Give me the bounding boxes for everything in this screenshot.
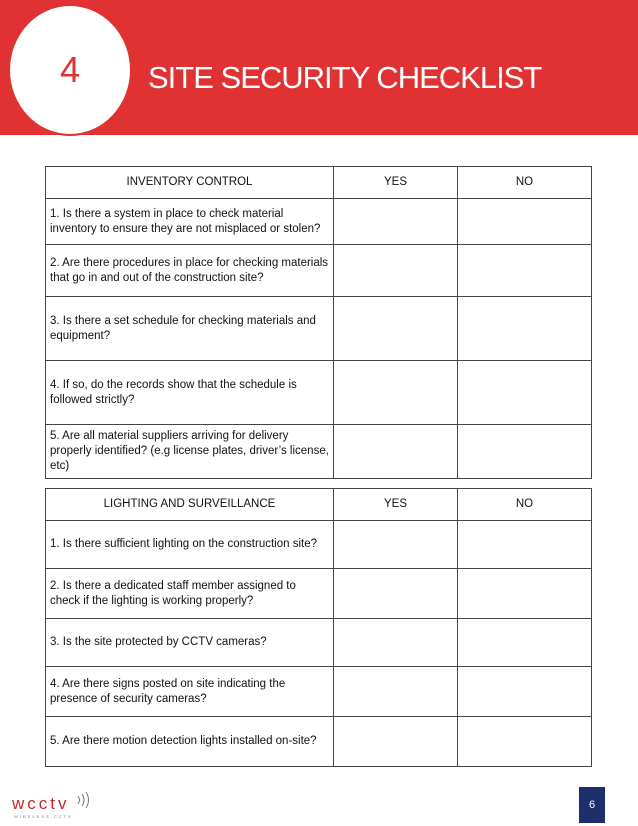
no-checkbox[interactable] <box>458 361 592 425</box>
section-number: 4 <box>59 49 81 90</box>
table-heading: LIGHTING AND SURVEILLANCE <box>46 489 334 521</box>
question-text: 1. Is there sufficient lighting on the construction site? <box>46 521 334 569</box>
no-checkbox[interactable] <box>458 717 592 767</box>
table-header-row <box>46 167 592 199</box>
table-row <box>46 667 592 717</box>
yes-checkbox[interactable] <box>334 619 458 667</box>
header-banner <box>0 0 638 135</box>
question-text: 2. Is there a dedicated staff member assigned to check if the lighting is working properly? <box>46 569 334 619</box>
no-checkbox[interactable] <box>458 619 592 667</box>
yes-checkbox[interactable] <box>334 297 458 361</box>
question-text: 5. Are all material suppliers arriving for delivery properly identified? (e.g license plates, driver’s license, etc) <box>46 425 334 479</box>
yes-checkbox[interactable] <box>334 245 458 297</box>
table-row <box>46 521 592 569</box>
table-heading: INVENTORY CONTROL <box>46 167 334 199</box>
logo-subtext: WIRELESS CCTV <box>14 814 73 819</box>
question-text: 2. Are there procedures in place for checking materials that go in and out of the construction site? <box>46 245 334 297</box>
table-row <box>46 717 592 767</box>
question-text: 1. Is there a system in place to check material inventory to ensure they are not misplaced or stolen? <box>46 199 334 245</box>
no-checkbox[interactable] <box>458 667 592 717</box>
inventory-control-table <box>45 166 592 479</box>
no-column-header: NO <box>458 167 592 199</box>
no-column-header: NO <box>458 489 592 521</box>
yes-column-header: YES <box>334 489 458 521</box>
wcctv-logo <box>12 790 92 820</box>
table-row <box>46 425 592 479</box>
no-checkbox[interactable] <box>458 199 592 245</box>
yes-checkbox[interactable] <box>334 425 458 479</box>
table-row <box>46 619 592 667</box>
yes-checkbox[interactable] <box>334 667 458 717</box>
page-number: 6 <box>588 799 596 811</box>
table-row <box>46 569 592 619</box>
signal-waves-icon <box>74 790 96 810</box>
question-text: 3. Is there a set schedule for checking materials and equipment? <box>46 297 334 361</box>
no-checkbox[interactable] <box>458 245 592 297</box>
yes-checkbox[interactable] <box>334 199 458 245</box>
question-text: 4. If so, do the records show that the schedule is followed strictly? <box>46 361 334 425</box>
lighting-surveillance-table <box>45 488 592 767</box>
yes-checkbox[interactable] <box>334 717 458 767</box>
table-header-row <box>46 489 592 521</box>
question-text: 5. Are there motion detection lights installed on-site? <box>46 717 334 767</box>
question-text: 3. Is the site protected by CCTV cameras? <box>46 619 334 667</box>
no-checkbox[interactable] <box>458 425 592 479</box>
no-checkbox[interactable] <box>458 521 592 569</box>
no-checkbox[interactable] <box>458 297 592 361</box>
yes-checkbox[interactable] <box>334 521 458 569</box>
section-number-badge <box>8 4 132 136</box>
yes-column-header: YES <box>334 167 458 199</box>
page-number-badge <box>579 787 605 823</box>
yes-checkbox[interactable] <box>334 361 458 425</box>
table-row <box>46 361 592 425</box>
no-checkbox[interactable] <box>458 569 592 619</box>
yes-checkbox[interactable] <box>334 569 458 619</box>
question-text: 4. Are there signs posted on site indicating the presence of security cameras? <box>46 667 334 717</box>
table-row <box>46 245 592 297</box>
page-title: SITE SECURITY CHECKLIST <box>148 60 542 95</box>
table-row <box>46 297 592 361</box>
logo-text: wcctv <box>12 794 70 813</box>
table-row <box>46 199 592 245</box>
